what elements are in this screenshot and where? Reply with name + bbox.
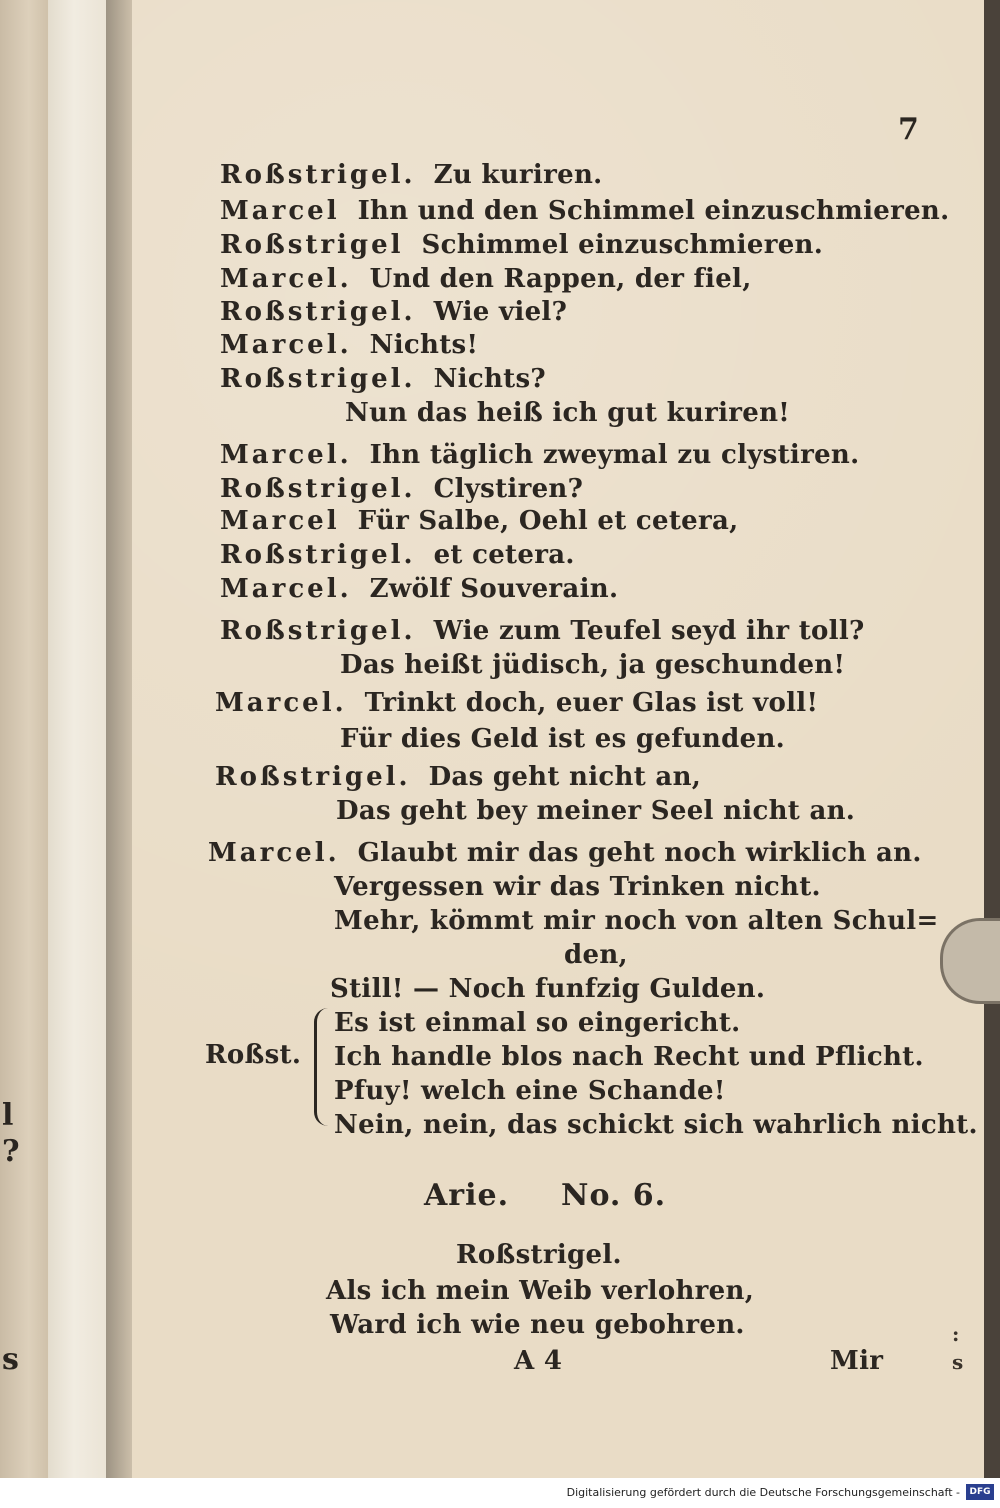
dialogue-line (220, 160, 603, 190)
aria-singer: Roßstrigel. (456, 1240, 622, 1270)
aria-number: No. 6. (561, 1178, 667, 1213)
ensemble-line: Pfuy! welch eine Schande! (334, 1076, 726, 1106)
speaker: Marcel. (208, 838, 340, 868)
line-text: Und den Rappen, der fiel, (369, 264, 752, 294)
line-text: Glaubt mir das geht noch wirklich an. (357, 838, 922, 868)
page-number: 7 (898, 112, 919, 147)
speaker: Roßst. (205, 1040, 302, 1070)
speaker: Roßstrigel. (220, 160, 416, 190)
dialogue-line (220, 574, 618, 604)
speaker: Marcel (220, 196, 340, 226)
dialogue-line (220, 230, 823, 260)
dialogue-line (215, 762, 701, 792)
line-text: Clystiren? (433, 474, 584, 504)
line-text: Nichts? (433, 364, 546, 394)
footer-credit: Digitalisierung gefördert durch die Deutsche Forschungsgemeinschaft - (566, 1486, 960, 1499)
left-fragment: s (2, 1342, 19, 1377)
ensemble-line: Nein, nein, das schickt sich wahrlich nicht. (334, 1110, 978, 1140)
dialogue-line (336, 796, 855, 826)
line-text: Schimmel einzuschmieren. (421, 230, 824, 260)
line-text: Nun das heiß ich gut kuriren! (345, 398, 791, 428)
line-text: Mehr, kömmt mir noch von alten Schul= (334, 906, 939, 936)
aria-heading (424, 1178, 666, 1213)
speaker: Roßstrigel (220, 230, 404, 260)
left-fragment: l (2, 1098, 14, 1133)
line-text: Das heißt jüdisch, ja geschunden! (340, 650, 846, 680)
speaker: Roßstrigel. (220, 364, 416, 394)
speaker: Marcel (220, 506, 340, 536)
line-text: Zu kuriren. (433, 160, 603, 190)
line-text: Vergessen wir das Trinken nicht. (334, 872, 821, 902)
left-page-edge (0, 0, 48, 1478)
dialogue-line (220, 196, 949, 226)
line-text: Für dies Geld ist es gefunden. (340, 724, 785, 754)
gutter-strip (48, 0, 108, 1478)
line-text: Ihn täglich zweymal zu clystiren. (369, 440, 860, 470)
dialogue-line (330, 974, 765, 1004)
line-text: Wie zum Teufel seyd ihr toll? (433, 616, 865, 646)
speaker: Marcel. (220, 264, 352, 294)
speaker: Roßstrigel. (220, 474, 416, 504)
dialogue-line (340, 724, 785, 754)
dfg-logo: DFG (966, 1484, 994, 1500)
signature-mark: A 4 (514, 1346, 563, 1376)
dialogue-line (220, 364, 546, 394)
bracket (314, 1008, 333, 1126)
speaker: Marcel. (220, 574, 352, 604)
aria-title: Arie. (424, 1178, 510, 1213)
line-text: Zwölf Souverain. (369, 574, 619, 604)
dialogue-line (340, 650, 845, 680)
dialogue-line (334, 872, 821, 902)
line-text: Ihn und den Schimmel einzuschmieren. (357, 196, 950, 226)
dialogue-line (564, 940, 628, 970)
ensemble-line: Es ist einmal so eingericht. (334, 1008, 741, 1038)
line-text: Das geht bey meiner Seel nicht an. (336, 796, 856, 826)
speaker: Marcel. (215, 688, 347, 718)
ensemble-line: Ich handle blos nach Recht und Pflicht. (334, 1042, 924, 1072)
line-text: den, (564, 940, 628, 970)
line-text: et cetera. (433, 540, 575, 570)
dialogue-line (220, 297, 567, 327)
speaker: Marcel. (220, 440, 352, 470)
line-text: Nichts! (369, 330, 479, 360)
right-fragment: : (952, 1322, 960, 1346)
gutter-shadow (106, 0, 134, 1478)
line-text: Still! — Noch funfzig Gulden. (330, 974, 766, 1004)
aria-line: Als ich mein Weib verlohren, (326, 1276, 755, 1306)
line-text: Das geht nicht an, (428, 762, 702, 792)
left-fragment: ? (2, 1134, 20, 1169)
right-fragment: s (952, 1350, 964, 1374)
dialogue-line (220, 264, 752, 294)
dialogue-line (208, 838, 922, 868)
dialogue-line (215, 688, 818, 718)
line-text: Wie viel? (433, 297, 568, 327)
line-text: Trinkt doch, euer Glas ist voll! (364, 688, 819, 718)
right-page-edge (984, 0, 1000, 1478)
dialogue-line (220, 506, 739, 536)
dialogue-line (220, 616, 865, 646)
speaker: Roßstrigel. (220, 616, 416, 646)
speaker: Roßstrigel. (215, 762, 411, 792)
speaker: Roßstrigel. (220, 297, 416, 327)
aria-line: Ward ich wie neu gebohren. (330, 1310, 745, 1340)
speaker: Roßstrigel. (220, 540, 416, 570)
dialogue-line (220, 330, 478, 360)
footer-bar (0, 1478, 1000, 1508)
dialogue-line (220, 540, 575, 570)
catchword: Mir (830, 1346, 884, 1376)
dialogue-line (334, 906, 939, 936)
dialogue-line (345, 398, 790, 428)
speaker: Marcel. (220, 330, 352, 360)
dialogue-line (220, 440, 859, 470)
dialogue-line (220, 474, 583, 504)
line-text: Für Salbe, Oehl et cetera, (357, 506, 739, 536)
